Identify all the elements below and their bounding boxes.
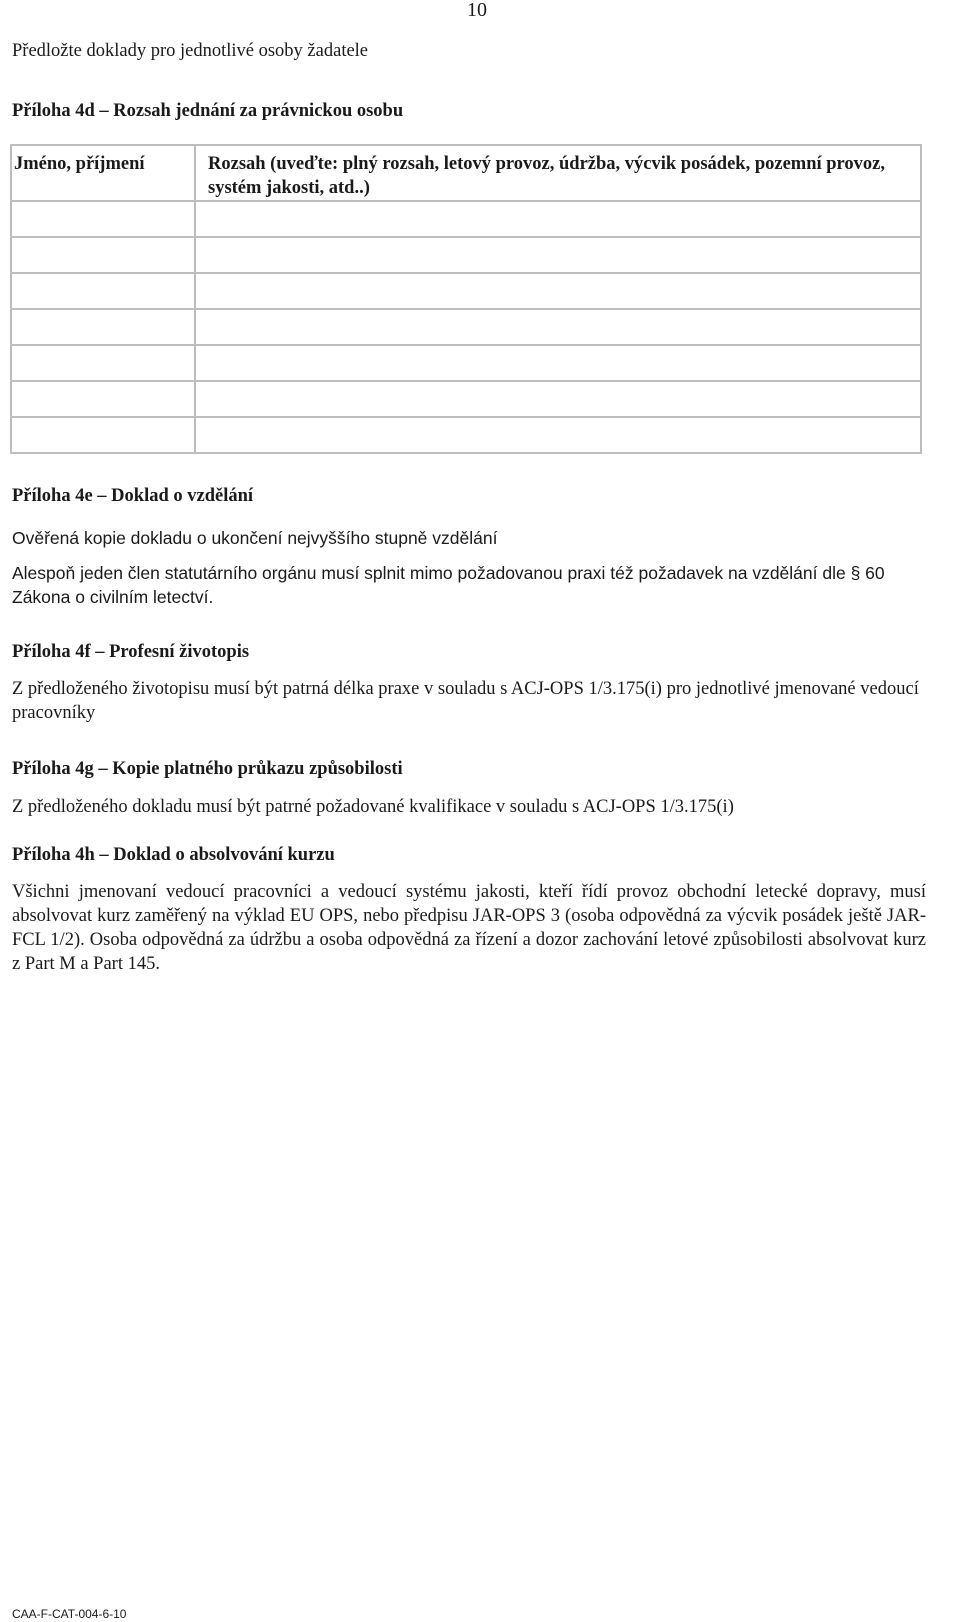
- table-row: [11, 345, 921, 381]
- section-4h-text: Všichni jmenovaní vedoucí pracovníci a vedoucí systému jakosti, kteří řídí provoz obchodní letecké dopravy, musí absolvovat kurz zaměřený na výklad EU OPS, nebo předpisu JAR-OPS 3 (osoba odpovědná za výcvik posádek ještě JAR-FCL 1/2). Osoba odpovědná za údržbu a osoba odpovědná za řízení a dozor zachování letové způsobilosti absolvovat kurz z Part M a Part 145.: [12, 882, 926, 974]
- table-row: [11, 237, 921, 273]
- section-4g-title: Příloha 4g – Kopie platného průkazu způsobilosti: [12, 759, 403, 779]
- name-cell[interactable]: [11, 201, 195, 237]
- scope-cell[interactable]: [195, 273, 921, 309]
- name-cell[interactable]: [11, 273, 195, 309]
- scope-table: [10, 144, 922, 454]
- section-4h-title: Příloha 4h – Doklad o absolvování kurzu: [12, 845, 335, 865]
- table-row: [11, 201, 921, 237]
- section-4e-line2: Alespoň jeden člen statutárního orgánu musí splnit mimo požadovanou praxi též požadavek na vzdělání dle § 60 Zákona o civilním letectví.: [12, 563, 885, 607]
- section-4g-text: Z předloženého dokladu musí být patrné požadované kvalifikace v souladu s ACJ-OPS 1/3.175(i): [12, 797, 734, 817]
- section-4f-title: Příloha 4f – Profesní životopis: [12, 642, 250, 662]
- page-number: 10: [467, 0, 487, 21]
- name-cell[interactable]: [11, 417, 195, 453]
- scope-cell[interactable]: [195, 201, 921, 237]
- table-row: [11, 417, 921, 453]
- section-4e-line1: Ověřená kopie dokladu o ukončení nejvyššího stupně vzdělání: [12, 528, 498, 548]
- column-header-scope: Rozsah (uveďte: plný rozsah, letový provoz, údržba, výcvik posádek, pozemní provoz, systém jakosti, atd..): [195, 145, 921, 201]
- name-cell[interactable]: [11, 345, 195, 381]
- table-row: [11, 381, 921, 417]
- document-code: CAA-F-CAT-004-6-10: [12, 1607, 127, 1621]
- name-cell[interactable]: [11, 237, 195, 273]
- table-header-row: [11, 145, 921, 201]
- scope-cell[interactable]: [195, 381, 921, 417]
- section-4e-title: Příloha 4e – Doklad o vzdělání: [12, 486, 254, 506]
- section-4d-title: Příloha 4d – Rozsah jednání za právnickou osobu: [12, 101, 404, 121]
- scope-cell[interactable]: [195, 309, 921, 345]
- intro-text: Předložte doklady pro jednotlivé osoby žadatele: [12, 41, 369, 61]
- scope-cell[interactable]: [195, 345, 921, 381]
- table-row: [11, 273, 921, 309]
- scope-cell[interactable]: [195, 417, 921, 453]
- name-cell[interactable]: [11, 381, 195, 417]
- scope-cell[interactable]: [195, 237, 921, 273]
- name-cell[interactable]: [11, 309, 195, 345]
- table-row: [11, 309, 921, 345]
- section-4f-text: Z předloženého životopisu musí být patrná délka praxe v souladu s ACJ-OPS 1/3.175(i) pro jednotlivé jmenované vedoucí pracovníky: [12, 679, 919, 723]
- column-header-name: Jméno, příjmení: [11, 145, 195, 201]
